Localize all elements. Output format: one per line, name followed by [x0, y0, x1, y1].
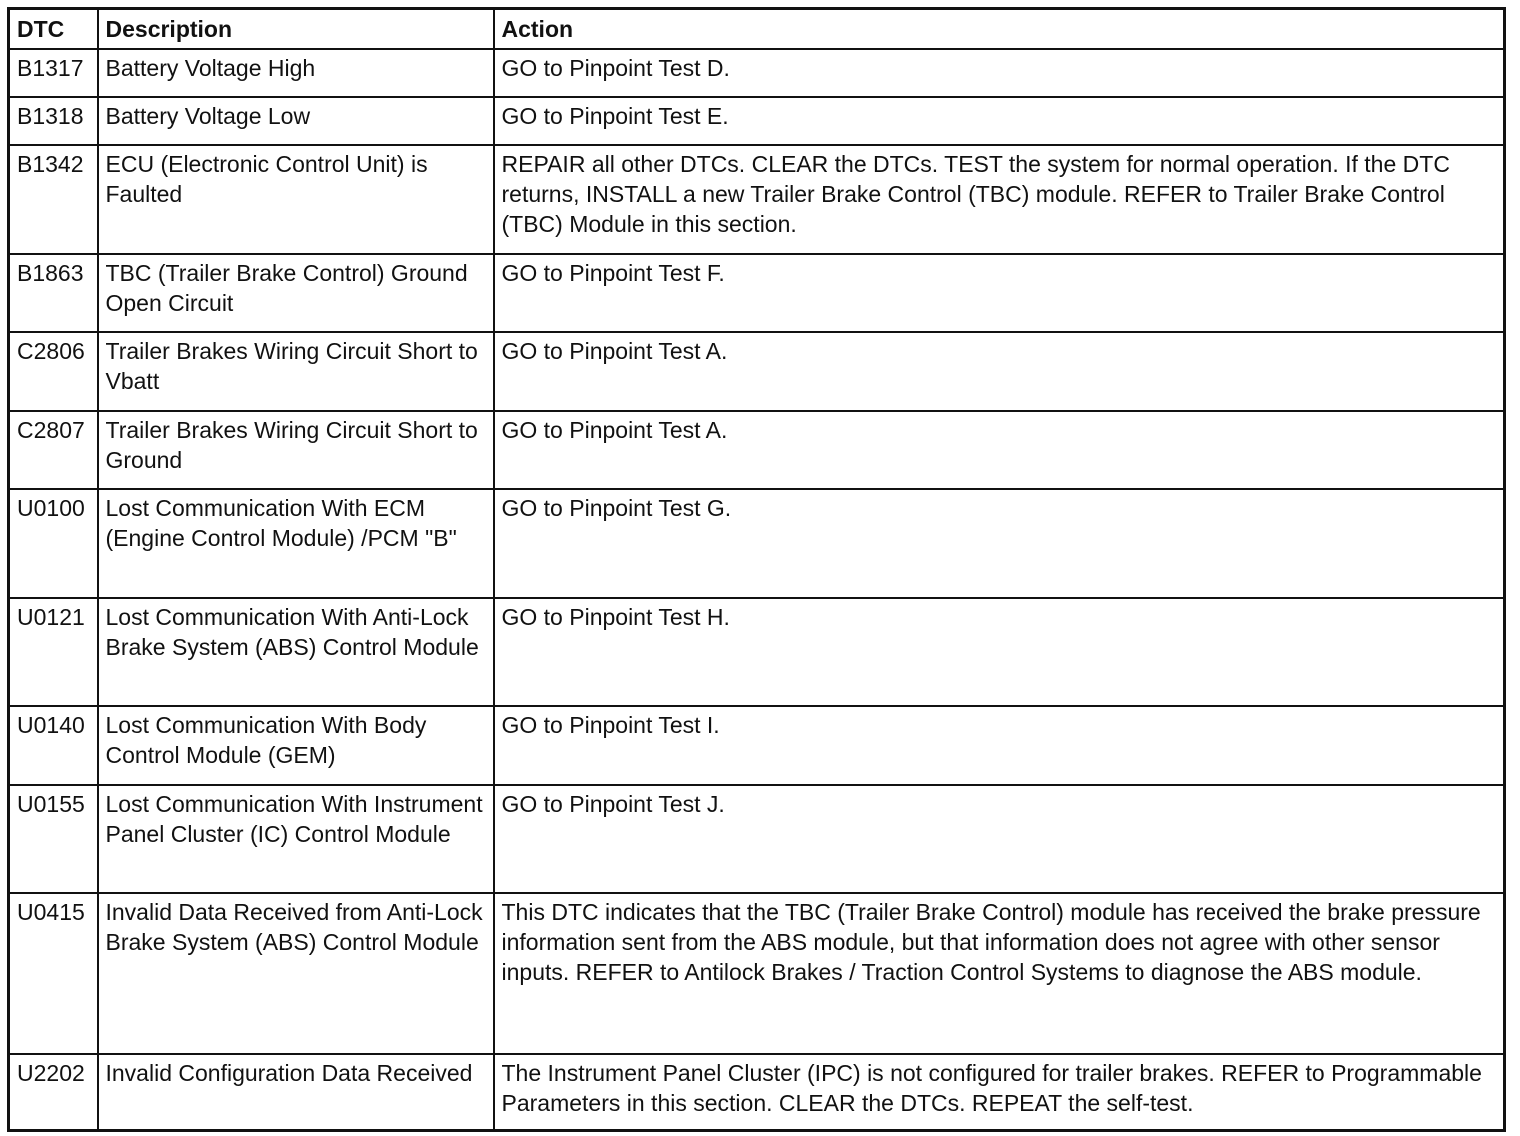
- dtc-code-cell: U0140: [9, 706, 98, 784]
- description-cell: Lost Communication With Body Control Module (GEM): [98, 706, 494, 784]
- table-row: [9, 1054, 1505, 1130]
- action-cell: This DTC indicates that the TBC (Trailer Brake Control) module has received the brake pressure information sent from the ABS module, but that information does not agree with other sensor inputs. REFER to Antilock Brakes / Traction Control Systems to diagnose the ABS module.: [494, 893, 1505, 1054]
- column-header-dtc: DTC: [9, 9, 98, 50]
- table-row: [9, 706, 1505, 784]
- description-cell: Battery Voltage Low: [98, 97, 494, 145]
- action-cell: GO to Pinpoint Test I.: [494, 706, 1505, 784]
- action-cell: The Instrument Panel Cluster (IPC) is not configured for trailer brakes. REFER to Programmable Parameters in this section. CLEAR the DTCs. REPEAT the self-test.: [494, 1054, 1505, 1130]
- dtc-code-cell: U2202: [9, 1054, 98, 1130]
- table-row: [9, 97, 1505, 145]
- dtc-code-cell: B1317: [9, 49, 98, 97]
- dtc-table: [7, 7, 1506, 1132]
- description-cell: ECU (Electronic Control Unit) is Faulted: [98, 145, 494, 254]
- dtc-code-cell: B1342: [9, 145, 98, 254]
- table-row: [9, 489, 1505, 598]
- table-row: [9, 145, 1505, 254]
- dtc-code-cell: U0100: [9, 489, 98, 598]
- action-cell: GO to Pinpoint Test E.: [494, 97, 1505, 145]
- table-row: [9, 411, 1505, 489]
- table-row: [9, 332, 1505, 410]
- column-header-action: Action: [494, 9, 1505, 50]
- action-cell: GO to Pinpoint Test G.: [494, 489, 1505, 598]
- description-cell: Lost Communication With Instrument Panel Cluster (IC) Control Module: [98, 785, 494, 894]
- description-cell: Invalid Data Received from Anti-Lock Brake System (ABS) Control Module: [98, 893, 494, 1054]
- action-cell: GO to Pinpoint Test J.: [494, 785, 1505, 894]
- action-cell: GO to Pinpoint Test A.: [494, 332, 1505, 410]
- description-cell: TBC (Trailer Brake Control) Ground Open Circuit: [98, 254, 494, 332]
- description-cell: Trailer Brakes Wiring Circuit Short to Ground: [98, 411, 494, 489]
- description-cell: Trailer Brakes Wiring Circuit Short to Vbatt: [98, 332, 494, 410]
- table-row: [9, 254, 1505, 332]
- table-row: [9, 49, 1505, 97]
- dtc-code-cell: C2807: [9, 411, 98, 489]
- table-row: [9, 893, 1505, 1054]
- action-cell: GO to Pinpoint Test D.: [494, 49, 1505, 97]
- table-row: [9, 598, 1505, 707]
- dtc-code-cell: U0121: [9, 598, 98, 707]
- dtc-code-cell: U0155: [9, 785, 98, 894]
- dtc-code-cell: B1863: [9, 254, 98, 332]
- table-header-row: [9, 9, 1505, 50]
- table-row: [9, 785, 1505, 894]
- action-cell: GO to Pinpoint Test A.: [494, 411, 1505, 489]
- column-header-description: Description: [98, 9, 494, 50]
- dtc-code-cell: U0415: [9, 893, 98, 1054]
- dtc-code-cell: C2806: [9, 332, 98, 410]
- action-cell: GO to Pinpoint Test H.: [494, 598, 1505, 707]
- action-cell: REPAIR all other DTCs. CLEAR the DTCs. TEST the system for normal operation. If the DTC returns, INSTALL a new Trailer Brake Control (TBC) module. REFER to Trailer Brake Control (TBC) Module in this section.: [494, 145, 1505, 254]
- description-cell: Battery Voltage High: [98, 49, 494, 97]
- description-cell: Lost Communication With Anti-Lock Brake System (ABS) Control Module: [98, 598, 494, 707]
- description-cell: Invalid Configuration Data Received: [98, 1054, 494, 1130]
- action-cell: GO to Pinpoint Test F.: [494, 254, 1505, 332]
- description-cell: Lost Communication With ECM (Engine Control Module) /PCM "B": [98, 489, 494, 598]
- dtc-code-cell: B1318: [9, 97, 98, 145]
